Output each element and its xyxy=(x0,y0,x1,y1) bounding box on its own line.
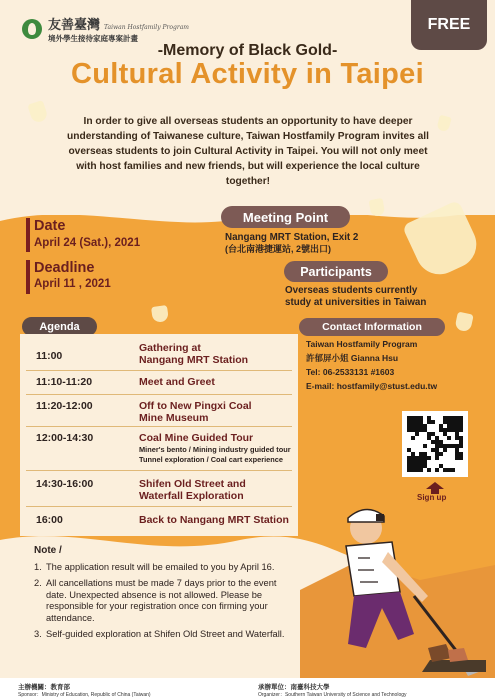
note-number: 2. xyxy=(34,578,42,589)
program-logo xyxy=(22,14,189,44)
event-title: Cultural Activity in Taipei xyxy=(71,58,424,90)
contact-info-label: Contact Information xyxy=(299,318,445,336)
agenda-time: 11:20-12:00 xyxy=(36,400,93,412)
meeting-point-line1: Nangang MRT Station, Exit 2 xyxy=(225,232,359,243)
note-text: Self-guided exploration at Shifen Old Street and Waterfall. xyxy=(46,629,285,640)
logo-subtitle: 境外學生接待家庭專案計畫 xyxy=(48,34,138,43)
contact-email[interactable]: E-mail: hostfamily@stust.edu.tw xyxy=(306,381,438,391)
agenda-desc: Meet and Greet xyxy=(139,376,215,388)
agenda-time: 12:00-14:30 xyxy=(36,432,94,444)
agenda-note: Miner's bento / Mining industry guided tour xyxy=(139,445,291,454)
date-value: April 24 (Sat.), 2021 xyxy=(34,237,141,249)
agenda-row xyxy=(20,428,298,468)
agenda-desc: Shifen Old Street and xyxy=(139,478,246,490)
footer-organizer xyxy=(258,682,407,698)
agenda-divider xyxy=(26,426,292,427)
agenda-desc: Coal Mine Guided Tour xyxy=(139,432,254,444)
organizer-en: Organizer：Southern Taiwan University of Science and Technology xyxy=(258,692,407,698)
note-number: 3. xyxy=(34,629,42,640)
agenda-note: Tunnel exploration / Coal cart experience xyxy=(139,455,284,464)
agenda-time: 14:30-16:00 xyxy=(36,478,94,490)
participants-line1: Overseas students currently xyxy=(285,285,418,296)
note-text: The application result will be emailed to you by April 16. xyxy=(46,562,275,572)
signup-qr-code[interactable] xyxy=(402,411,468,477)
participants-line2: study at universities in Taiwan xyxy=(285,297,427,308)
note-item xyxy=(34,578,294,624)
agenda-desc: Waterfall Exploration xyxy=(139,490,244,502)
sponsor-en: Sponsor：Ministry of Education, Republic of China (Taiwan) xyxy=(18,692,151,698)
agenda-desc: Nangang MRT Station xyxy=(139,354,249,366)
date-accent-bar xyxy=(26,218,30,252)
agenda-time: 11:00 xyxy=(36,350,63,362)
notes-list xyxy=(34,562,294,645)
note-number: 1. xyxy=(34,562,42,572)
note-item xyxy=(34,562,294,573)
event-subtitle: -Memory of Black Gold- xyxy=(157,42,338,59)
logo-title-en: Taiwan Hostfamily Program xyxy=(104,24,189,31)
agenda-row xyxy=(20,372,298,394)
meeting-point-line2: (台北南港捷運站, 2號出口) xyxy=(225,244,332,254)
note-text: All cancellations must be made 7 days prior to the event date. Unexpected absence is not allowed. Please be responsible for your registration once con firming your attendance. xyxy=(46,578,277,623)
agenda-panel xyxy=(20,334,298,536)
miner-illustration xyxy=(318,500,488,678)
contact-name: 許郁屏小姐 Gianna Hsu xyxy=(306,353,399,363)
agenda-time: 16:00 xyxy=(36,514,63,526)
meeting-point-label: Meeting Point xyxy=(221,206,350,228)
deadline-accent-bar xyxy=(26,260,30,294)
event-intro: In order to give all overseas students an opportunity to have deeper understanding of Taiwanese culture, Taiwan Hostfamily Program invites all overseas students to join Cultural Activity in Taipei. You will not only meet with host families and new friends, but will experience the local culture together! xyxy=(67,116,429,187)
logo-title-zh: 友善臺灣 xyxy=(48,18,101,33)
agenda-desc: Off to New Pingxi Coal xyxy=(139,400,252,412)
footer-sponsor xyxy=(18,682,151,698)
contact-tel: Tel: 06-2533131 #1603 xyxy=(306,367,395,377)
agenda-desc: Mine Museum xyxy=(139,412,209,424)
agenda-row xyxy=(20,338,298,368)
deadline-value: April 11 , 2021 xyxy=(34,278,111,290)
agenda-label: Agenda xyxy=(22,317,97,336)
note-item xyxy=(34,629,294,640)
contact-org: Taiwan Hostfamily Program xyxy=(306,339,418,349)
organizer-zh: 承辦單位：南臺科技大學 xyxy=(258,684,330,691)
agenda-desc: Back to Nangang MRT Station xyxy=(139,514,289,526)
free-badge: FREE xyxy=(411,0,487,50)
taiwan-logo-icon xyxy=(22,19,42,39)
sky-lantern-decoration xyxy=(151,305,169,323)
agenda-divider xyxy=(26,394,292,395)
qr-code-pattern xyxy=(407,416,463,472)
footer xyxy=(0,678,495,700)
date-label: Date xyxy=(34,218,66,234)
agenda-divider xyxy=(26,506,292,507)
agenda-desc: Gathering at xyxy=(139,342,201,354)
notes-title: Note / xyxy=(34,545,62,556)
signup-label[interactable]: Sign up xyxy=(417,493,447,502)
sponsor-zh: 主辦機關：教育部 xyxy=(18,684,70,691)
agenda-divider xyxy=(26,470,292,471)
agenda-row xyxy=(20,396,298,426)
agenda-row xyxy=(20,472,298,504)
deadline-label: Deadline xyxy=(34,260,95,276)
participants-label: Participants xyxy=(284,261,388,282)
sky-lantern-decoration xyxy=(454,312,473,333)
agenda-divider xyxy=(26,370,292,371)
agenda-time: 11:10-11:20 xyxy=(36,376,93,388)
